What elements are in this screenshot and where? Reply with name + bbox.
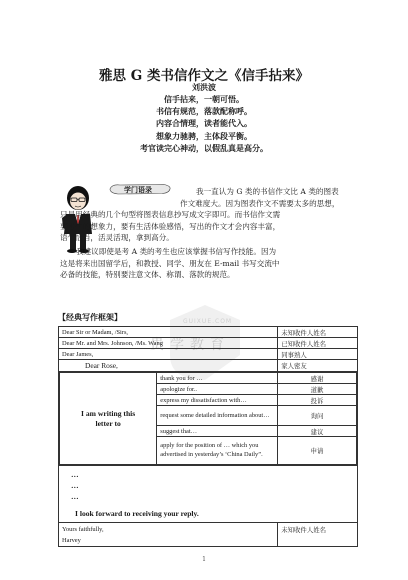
purpose-note: 申请 [278, 437, 357, 465]
purpose-cell: apply for the position of … which you advertised in yesterday’s ‘China Daily”. [157, 437, 278, 465]
page-number: 1 [202, 556, 206, 563]
table-row [59, 372, 358, 466]
purpose-note: 道歉 [278, 384, 357, 395]
ellipsis-line: … [71, 481, 79, 490]
verse-line: 内容合情理，读者能代入。 [156, 118, 252, 129]
note-cell: 同事熟人 [278, 349, 358, 360]
table-row [59, 349, 358, 360]
salutation-cell: Dear James, [59, 349, 278, 360]
note-cell: 已知收件人姓名 [278, 338, 358, 349]
table-row [59, 360, 358, 372]
table-row [59, 327, 358, 338]
paragraph-line: 这是将来出国留学后，和教授、同学、朋友在 E-mail 书写交流中 [60, 258, 280, 268]
page-title: 雅思 G 类书信作文之《信手拈来》 [99, 68, 309, 84]
verse-block [0, 93, 408, 154]
paragraph-line: 作文难度大。因为图表作文不需要太多的思想， [180, 198, 340, 208]
purpose-row [60, 373, 357, 384]
purpose-cell: apologize for.. [157, 384, 278, 395]
ellipsis-line: … [71, 492, 79, 501]
purpose-note: 投诉 [278, 395, 357, 406]
intro-paragraph [60, 186, 360, 244]
signoff-name: Harvey [62, 536, 81, 544]
verse-line: 信手拈来，一朝可悟。 [164, 94, 244, 104]
watermark-url: GUIXUE.COM [183, 318, 233, 325]
advice-paragraph [60, 246, 360, 281]
opening-phrase: I am writing this letter to [60, 373, 157, 465]
purpose-cell: suggest that… [157, 426, 278, 437]
table-row [59, 338, 358, 349]
paragraph-line: 语气恰当，活灵活现，拿到高分。 [60, 233, 174, 243]
purpose-table [59, 372, 357, 465]
note-cell: 未知收件人姓名 [278, 523, 358, 547]
writing-framework-table [58, 326, 358, 547]
salutation-cell: Dear Mr. and Mrs. Johnson, /Ms. Wang [59, 338, 278, 349]
paragraph-line: 只是用经典的几个句型将图表信息抄写成文字即可。而书信作文需 [60, 210, 281, 220]
purpose-note: 询问 [278, 406, 357, 426]
signoff-cell [59, 523, 278, 547]
purpose-cell: thank you for … [157, 373, 278, 384]
table-row [59, 466, 358, 523]
salutation-cell: Dear Sir or Madam, /Sirs, [59, 327, 278, 338]
ellipsis-line: … [71, 470, 79, 479]
note-cell: 家人密友 [278, 360, 358, 372]
purpose-cell: request some detailed information about… [157, 406, 278, 426]
closing-line: I look forward to receiving your reply. [75, 509, 199, 518]
section-heading: 【经典写作框架】 [58, 312, 122, 322]
verse-line: 考官读完心神动，以假乱真是高分。 [140, 142, 268, 153]
verse-line: 书信有规范，落款配称呼。 [156, 106, 252, 117]
paragraph-line: 必备的技能，特别要注意文体、称谓、落款的规范。 [60, 270, 235, 280]
author-name: 刘洪波 [192, 82, 216, 92]
salutation-cell: Dear Rose, [59, 360, 278, 372]
table-row [59, 523, 358, 547]
paragraph-line: 我一直认为 G 类的书信作文比 A 类的图表 [196, 187, 339, 196]
note-cell: 未知收件人姓名 [278, 327, 358, 338]
watermark-text: 贵学教育 [150, 337, 230, 353]
purpose-note: 建议 [278, 426, 357, 437]
signoff-text: Yours faithfully, [62, 525, 104, 533]
badge-label: 学门语录 [124, 185, 152, 194]
paragraph-line: 我建议即使是考 A 类的考生也应该掌握书信写作技能。因为 [76, 247, 277, 256]
purpose-note: 感谢 [278, 373, 357, 384]
verse-line: 想象力驰骋，主体段平衡。 [156, 130, 252, 141]
body-placeholder [59, 466, 358, 523]
paragraph-line: 要考生的想象力，要有生活体验感悟，写出的作文才会内容丰富， [60, 221, 281, 231]
purpose-cell: express my dissatisfaction with… [157, 395, 278, 406]
